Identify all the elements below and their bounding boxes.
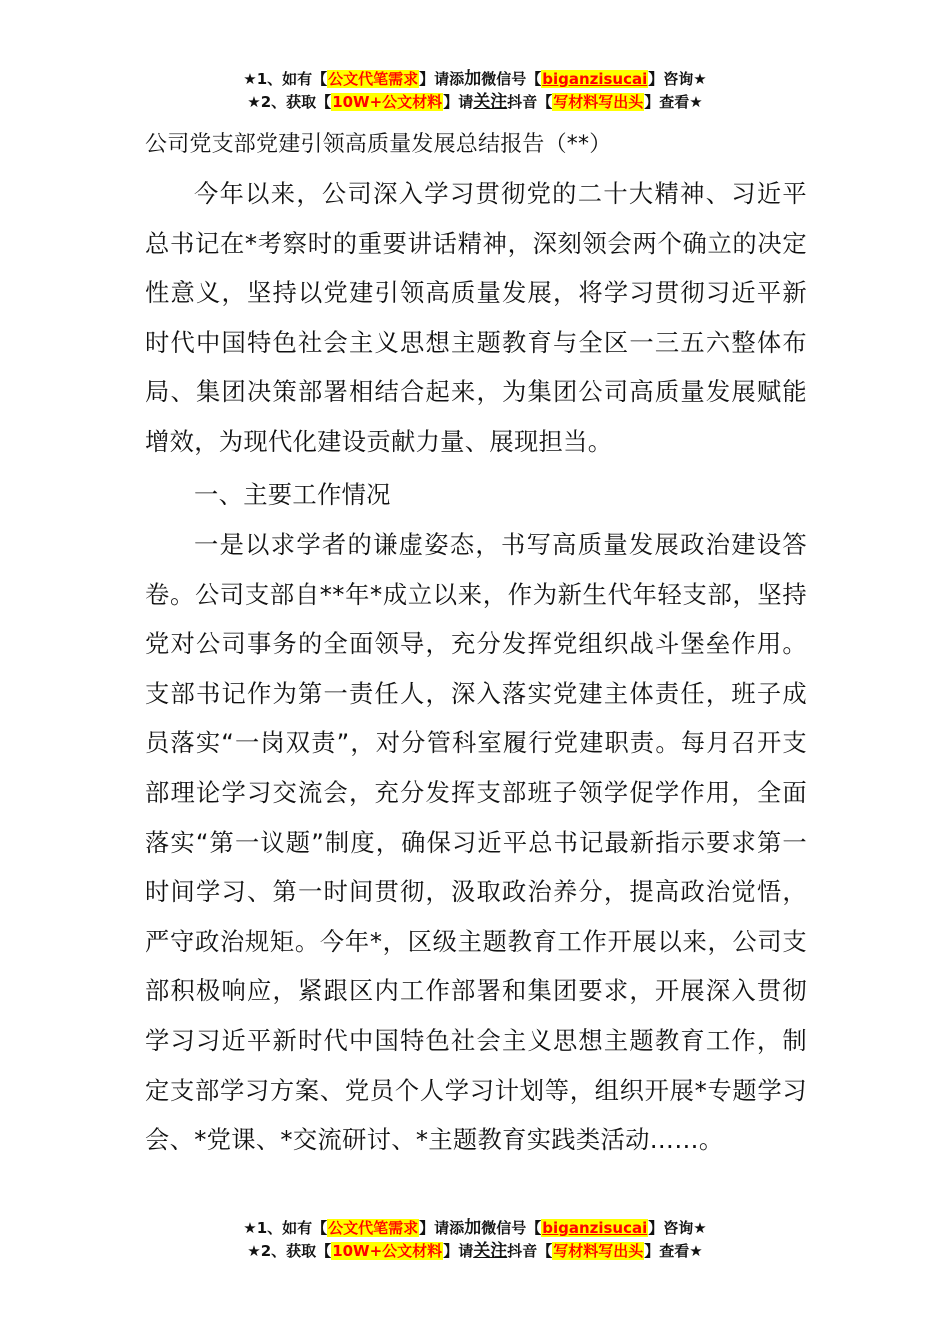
highlight-materials: 10W+公文材料 <box>332 93 443 111</box>
banner-emphasis: 关注 <box>473 1241 508 1261</box>
banner-text: ★2、获取【 <box>247 93 332 111</box>
banner-emphasis: 关注 <box>473 92 508 112</box>
banner-emphasis: 加 <box>464 1218 482 1238</box>
banner-text: 抖音【 <box>507 93 553 111</box>
banner-text: 】查看★ <box>644 93 703 111</box>
banner-text: 】咨询★ <box>648 1219 707 1237</box>
footer-line-1 <box>0 1217 950 1240</box>
footer-line-2 <box>0 1240 950 1263</box>
banner-text: 】查看★ <box>644 1242 703 1260</box>
douyin-account: 写材料写出头 <box>553 1242 644 1260</box>
wechat-id-link[interactable]: biganzisucai <box>542 70 648 88</box>
banner-text: 】请 <box>443 1242 474 1260</box>
banner-text: 】请添 <box>419 1219 465 1237</box>
highlight-materials: 10W+公文材料 <box>332 1242 443 1260</box>
body-paragraph: 一是以求学者的谦虚姿态，书写高质量发展政治建设答卷。公司支部自**年*成立以来，作为新生代年轻支部，坚持党对公司事务的全面领导，充分发挥党组织战斗堡垒作用。支部书记作为第一责任人，深入落实党建主体责任，班子成员落实“一岗双责”，对分管科室履行党建职责。每月召开支部理论学习交流会，充分发挥支部班子领学促学作用，全面落实“第一议题”制度，确保习近平总书记最新指示要求第一时间学习、第一时间贯彻，汲取政治养分，提高政治觉悟，严守政治规矩。今年*，区级主题教育工作开展以来，公司支部积极响应，紧跟区内工作部署和集团要求，开展深入贯彻学习习近平新时代中国特色社会主义思想主题教育工作，制定支部学习方案、党员个人学习计划等，组织开展*专题学习会、*党课、*交流研讨、*主题教育实践类活动……。 <box>145 530 807 1155</box>
banner-text: 】请 <box>443 93 474 111</box>
header-line-2 <box>0 91 950 114</box>
section-heading: 一、主要工作情况 <box>194 480 391 509</box>
banner-text: ★1、如有【 <box>243 70 328 88</box>
wechat-id-link[interactable]: biganzisucai <box>542 1219 648 1237</box>
banner-text: 】请添 <box>419 70 465 88</box>
banner-text: 微信号【 <box>481 1219 542 1237</box>
intro-paragraph: 今年以来，公司深入学习贯彻党的二十大精神、习近平总书记在*考察时的重要讲话精神，深刻领会两个确立的决定性意义，坚持以党建引领高质量发展，将学习贯彻习近平新时代中国特色社会主义思想主题教育与全区一三五六整体布局、集团决策部署相结合起来，为集团公司高质量发展赋能增效，为现代化建设贡献力量、展现担当。 <box>145 179 807 456</box>
footer-banner <box>0 1217 950 1263</box>
banner-text: 】咨询★ <box>648 70 707 88</box>
banner-text: 抖音【 <box>507 1242 553 1260</box>
header-line-1 <box>0 68 950 91</box>
highlight-ghostwriting: 公文代笔需求 <box>328 1219 419 1237</box>
banner-text: 微信号【 <box>481 70 542 88</box>
banner-text: ★2、获取【 <box>247 1242 332 1260</box>
header-banner <box>0 68 950 114</box>
document-title: 公司党支部党建引领高质量发展总结报告（**） <box>145 132 612 157</box>
banner-emphasis: 加 <box>464 69 482 89</box>
banner-text: ★1、如有【 <box>243 1219 328 1237</box>
douyin-account: 写材料写出头 <box>553 93 644 111</box>
highlight-ghostwriting: 公文代笔需求 <box>328 70 419 88</box>
